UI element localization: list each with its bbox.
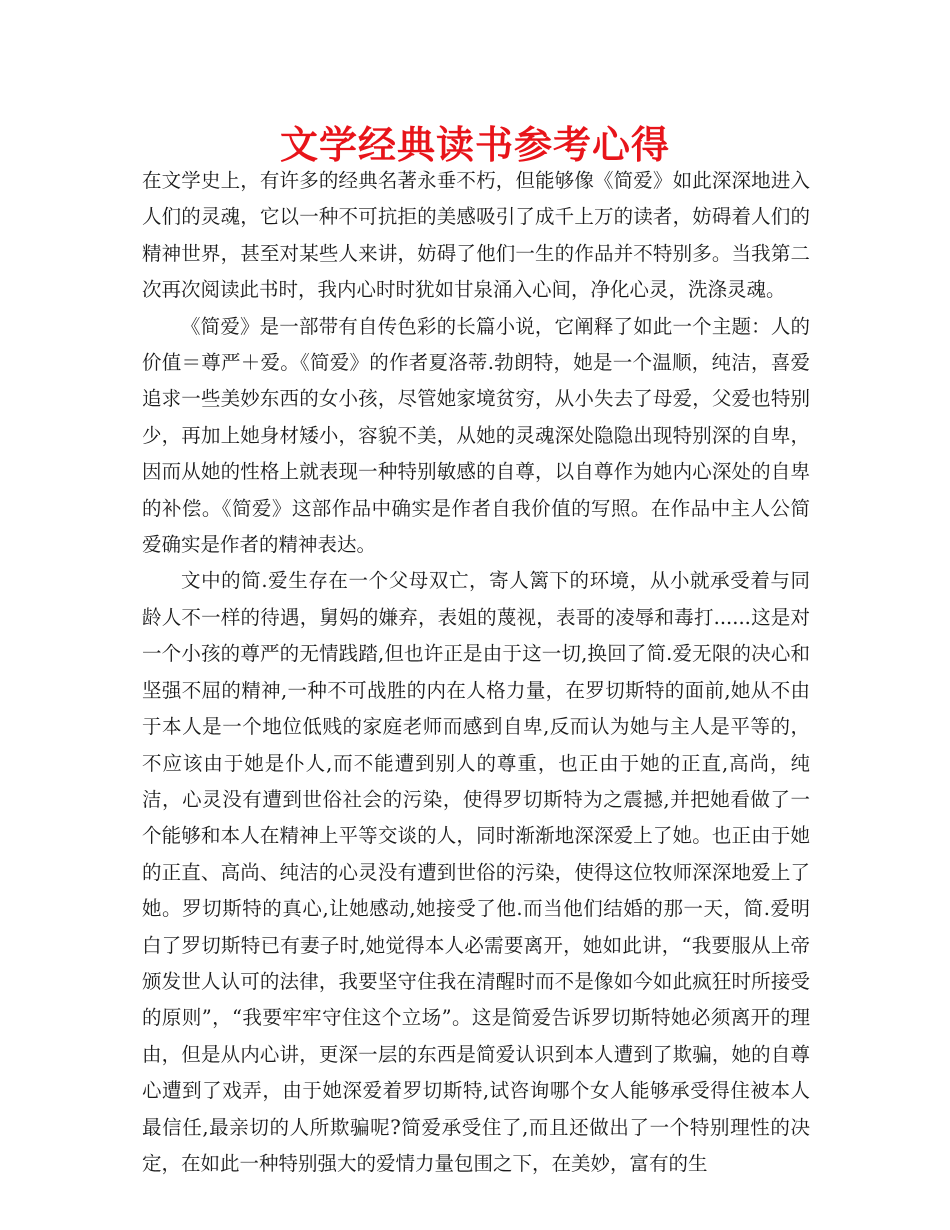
document-title: 文学经典读书参考心得 bbox=[279, 123, 670, 167]
paragraph-theme: 《简爱》是一部带有自传色彩的长篇小说，它阐释了如此一个主题：人的价值＝尊严＋爱。《简爱》的作者夏洛蒂.勃朗特，她是一个温顺，纯洁，喜爱追求一些美妙东西的女小孩，尽管她家境贫穷，从小失去了母爱，父爱也特别少，再加上她身材矮小，容貌不美，从她的灵魂深处隐隐出现特别深的自卑，因而从她的性格上就表现一种特别敏感的自尊，以自尊作为她内心深处的自卑的补偿。《简爱》这部作品中确实是作者自我价值的写照。在作品中主人公简爱确实是作者的精神表达。 bbox=[142, 314, 810, 557]
paragraph-intro: 在文学史上，有许多的经典名著永垂不朽，但能够像《简爱》如此深深地进入人们的灵魂，它以一种不可抗拒的美感吸引了成千上万的读者，妨碍着人们的精神世界，甚至对某些人来讲，妨碍了他们一生的作品并不特别多。当我第二次再次阅读此书时，我内心时时犹如甘泉涌入心间，净化心灵，洗涤灵魂。 bbox=[142, 169, 810, 302]
paragraph-story: 文中的简.爱生存在一个父母双亡，寄人篱下的环境，从小就承受着与同龄人不一样的待遇，舅妈的嫌弃，表姐的蔑视，表哥的凌辱和毒打......这是对一个小孩的尊严的无情践踏,但也许正是由于这一切,换回了简.爱无限的决心和坚强不屈的精神,一种不可战胜的内在人格力量，在罗切斯特的面前,她从不由于本人是一个地位低贱的家庭老师而感到自卑,反而认为她与主人是平等的，不应该由于她是仆人,而不能遭到别人的尊重，也正由于她的正直,高尚，纯洁，心灵没有遭到世俗社会的污染，使得罗切斯特为之震撼,并把她看做了一个能够和本人在精神上平等交谈的人，同时渐渐地深深爱上了她。也正由于她的正直、高尚、纯洁的心灵没有遭到世俗的污染，使得这位牧师深深地爱上了她。罗切斯特的真心,让她感动,她接受了他.而当他们结婚的那一天，简.爱明白了罗切斯特已有妻子时,她觉得本人必需要离开，她如此讲，“我要服从上帝颁发世人认可的法律，我要坚守住我在清醒时而不是像如今如此疯狂时所接受的原则”，“我要牢牢守住这个立场”。这是简爱告诉罗切斯特她必须离开的理由，但是从内心讲，更深一层的东西是简爱认识到本人遭到了欺骗，她的自尊心遭到了戏弄，由于她深爱着罗切斯特,试咨询哪个女人能够承受得住被本人最信任,最亲切的人所欺骗呢?简爱承受住了,而且还做出了一个特别理性的决定，在如此一种特别强大的爱情力量包围之下，在美妙，富有的生 bbox=[142, 569, 810, 1175]
document-body bbox=[142, 163, 810, 1182]
